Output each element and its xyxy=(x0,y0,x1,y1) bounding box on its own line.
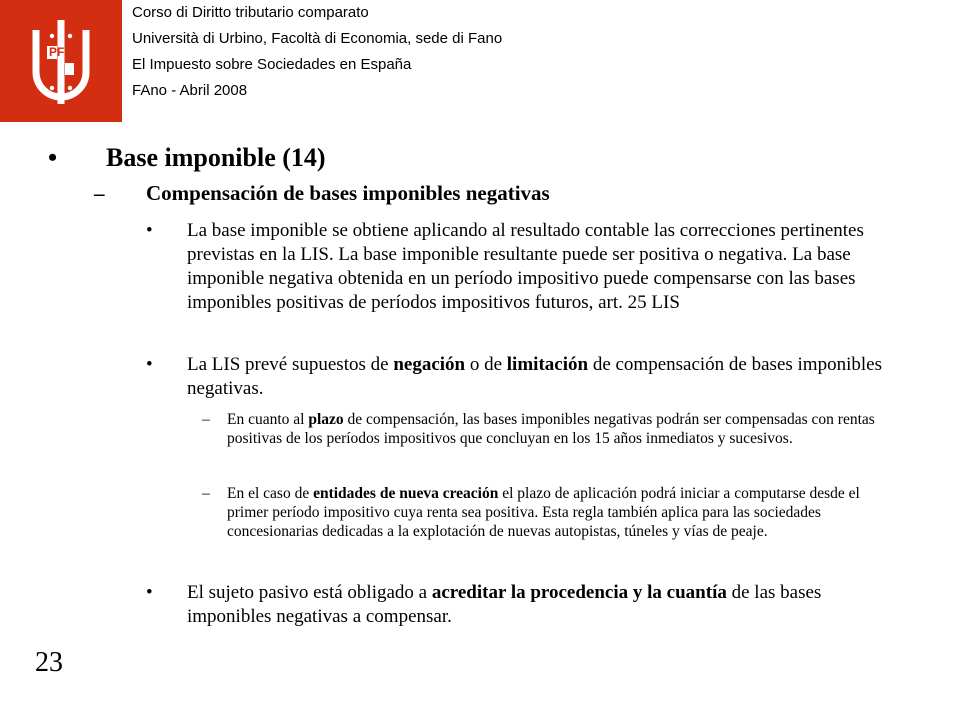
title-text: Base imponible (14) xyxy=(106,143,326,172)
emphasis-plazo: plazo xyxy=(308,411,344,428)
page-number: 23 xyxy=(35,647,63,678)
sub-item-dash: – xyxy=(202,485,210,502)
title-bullet: • xyxy=(48,143,58,172)
subtitle-text: Compensación de bases imponibles negativas xyxy=(146,181,550,205)
emphasis-acreditar: acreditar la procedencia y la cuantía xyxy=(431,582,727,603)
emphasis-negacion: negación xyxy=(393,354,466,375)
header-course: Corso di Diritto tributario comparato xyxy=(132,4,369,21)
sub-item-text: En cuanto al plazo de compensación, las bases imponibles negativas podrán ser compensadas con rentas positivas de los períodos impositivos que concluyan en los 15 años inmediatos y sucesivos. xyxy=(227,411,875,447)
bullet-marker: • xyxy=(146,220,153,241)
bullet-text: La base imponible se obtiene aplicando al resultado contable las correcciones pertinentes previstas en la LIS. La base imponible resultante puede ser positiva o negativa. La base imponible negativa obtenida en un período impositivo puede compensarse con las bases imponibles positivas de períodos impositivos futuros, art. 25 LIS xyxy=(187,220,864,313)
header-topic: El Impuesto sobre Sociedades en España xyxy=(132,56,412,73)
logo-emblem-icon xyxy=(0,0,122,122)
sub-item-text: En el caso de entidades de nueva creación el plazo de aplicación podrá iniciar a computarse desde el primer período impositivo cuya renta sea positiva. Esta regla también aplica para las sociedades concesionarias dedicadas a la explotación de nuevas autopistas, túneles y vías de peaje. xyxy=(227,485,860,540)
header-university: Università di Urbino, Facoltà di Economia, sede di Fano xyxy=(132,30,503,47)
bullet-marker: • xyxy=(146,582,153,603)
bullet-text: La LIS prevé supuestos de negación o de limitación de compensación de bases imponibles negativas. xyxy=(187,354,882,399)
emphasis-nueva-creacion: entidades de nueva creación xyxy=(313,485,499,502)
svg-text:PF: PF xyxy=(49,45,65,59)
sub-item-dash: – xyxy=(202,411,210,428)
slide-header xyxy=(132,0,502,104)
header-date: FAno - Abril 2008 xyxy=(132,82,248,99)
university-logo xyxy=(0,0,122,122)
subtitle-dash: – xyxy=(94,181,105,205)
bullet-text: El sujeto pasivo está obligado a acreditar la procedencia y la cuantía de las bases imponibles negativas a compensar. xyxy=(187,582,822,627)
emphasis-limitacion: limitación xyxy=(506,354,589,375)
bullet-marker: • xyxy=(146,354,153,375)
